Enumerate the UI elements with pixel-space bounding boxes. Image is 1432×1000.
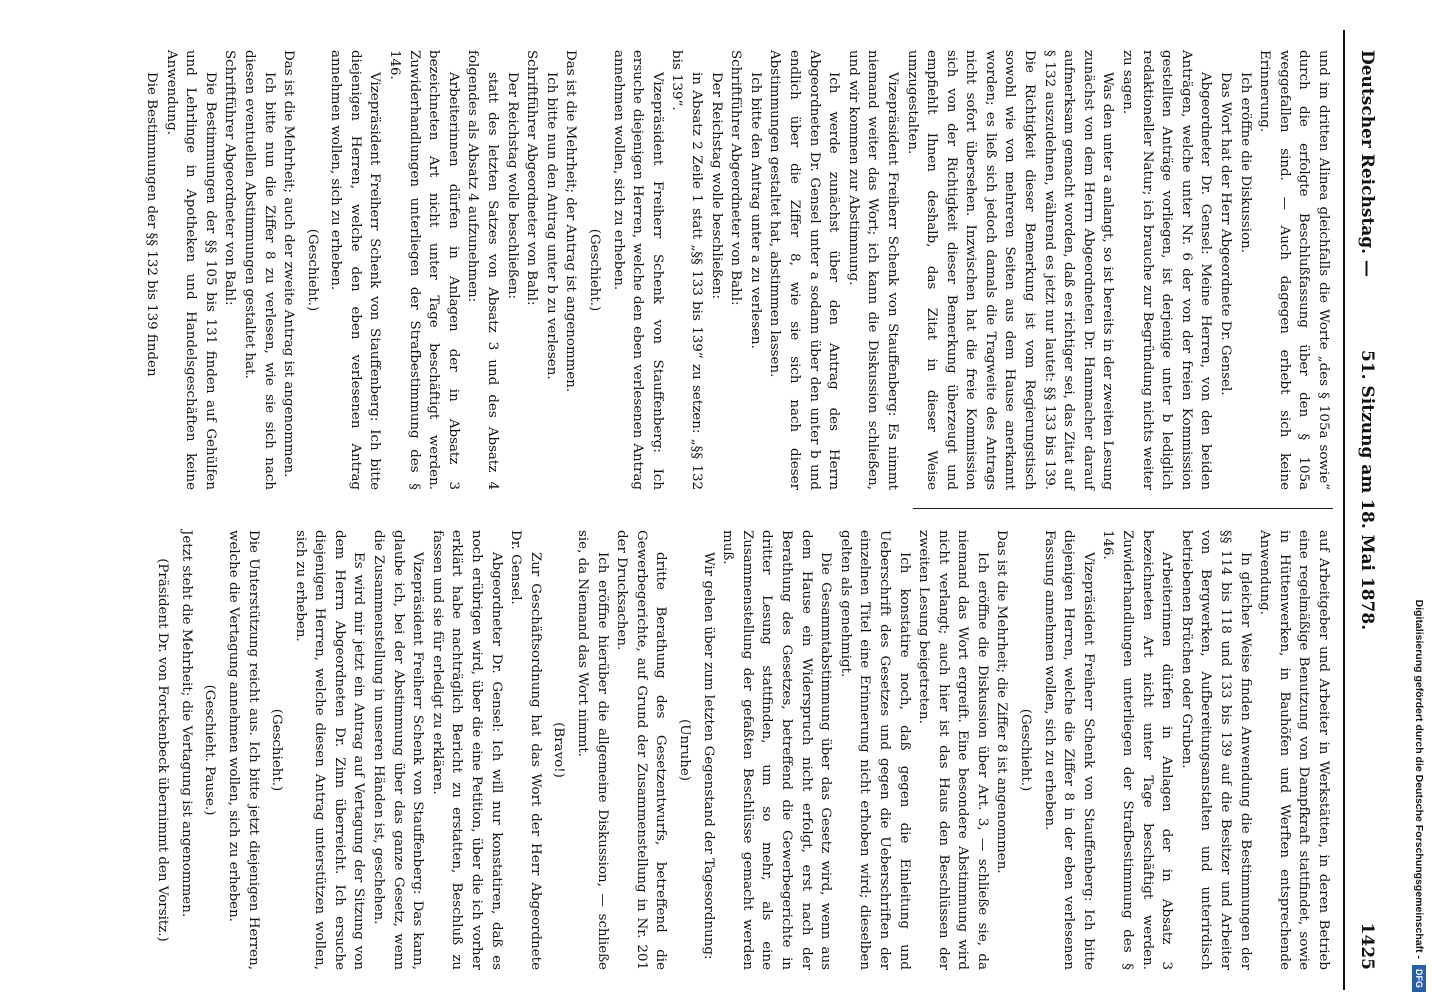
paragraph: Schriftführer Abgeordneter von Bahl: [222,50,238,306]
paragraph: dritte Berathung des Gesetzentwurfs, betreffend die Gewerbegerichte, auf Grund der Zusammenstellung in Nr. 201 der Drucksachen. [614,530,669,970]
stage-direction: (Geschieht. Pause.) [202,684,218,816]
paragraph: Wir gehen über zum letzten Gegenstand der Tagesordnung: [700,552,716,960]
paragraph: Ich eröffne hierüber die allgemeine Diskussion, — schließe sie, da Niemand das Wort nimmt. [575,530,610,970]
paragraph: Ich bitte nun den Antrag unter b zu verlesen. [543,72,559,380]
stage-direction: (Unruhe) [677,719,692,781]
dfg-logo: DFG [1412,965,1426,992]
page-number: 1425 [1357,922,1377,970]
stage-direction: (Geschieht.) [587,228,603,312]
paragraph: Schriftführer Abgeordneter von Bahl: [524,50,540,306]
paragraph: und im dritten Alinea gleichfalls die Worte „des § 105a sowie“ durch die erfolgte Beschlußfassung über den § 105a weggefallen sind. — Auch dagegen erhebt sich keine Erinnerung. [1257,50,1331,490]
paragraph: Die Bestimmungen der §§ 132 bis 139 finden [143,72,159,377]
paragraph: In gleicher Weise finden Anwendung die Bestimmungen der §§ 114 bis 118 und 133 bis 139 auf die Besitzer und Arbeiter von Bergwerken, Aufbereitungsanstalten und unterirdisch betriebenen Brüchen oder Gruben. [1178,530,1253,970]
paragraph: statt des letzten Satzes von Absatz 3 und des Absatz 4 folgendes als Absatz 4 aufzunehmen: [465,50,501,490]
paragraph: Das ist die Mehrheit; der Antrag ist angenommen. [563,50,579,393]
paragraph: Ich werde zunächst über den Antrag des Herrn Abgeordneten Dr. Gensel unter a sodann über den unter b und endlich über die Ziffer 8, wie sie sich nach dieser Abstimmungen gestaltet hat, abstimmen lassen. [767,50,842,490]
paragraph: Das ist die Mehrheit; auch der zweite Antrag ist angenommen. [281,50,297,478]
left-column [141,50,1333,490]
paragraph: Abgeordneter Dr. Gensel: Meine Herren, von den beiden Anträgen, welche unter Nr. 6 der von der freien Kommission gestellten Anträge vorliegen, ist derjenige unter b lediglich redaktioneller Natur; ich brauche zur Begründung nichts weiter zu sagen. [1120,50,1214,490]
column-divider [913,508,1333,509]
sidebar-credit-text: Digitalisierung gefördert durch die Deutsche Forschungsgemeinschaft - [1413,599,1425,959]
paragraph: Es wird mir jetzt ein Antrag auf Vertagung der Sitzung von dem Herrn Abgeordneten Dr. Zinn überreicht. Ich ersuche diejenigen Herren, welche diesen Antrag unterstützen wollen, sich zu erheben. [292,530,367,970]
paragraph: Ich konstatire noch, daß gegen die Einleitung und Ueberschrift des Gesetzes und gegen die Ueberschriften der einzelnen Titel eine Erinnerung nicht erhoben wird; dieselben gelten als genehmigt. [837,530,912,970]
paragraph: Arbeiterinnen dürfen in Anlagen der in Absatz 3 bezeichneten Art nicht unter Tage beschäftigt werden. Zuwiderhandlungen unterliegen der Strafbestimmung des § 146. [387,50,461,490]
paragraph: Vizepräsident Freiherr Schenk von Stauffenberg: Ich bitte diejenigen Herren, welche die Ziffer 8 in der eben verlesenen Fassung annehmen wollen, sich zu erheben. [1041,530,1096,970]
paragraph: Der Reichstag wolle beschließen: [504,72,520,300]
stage-direction: (Geschieht.) [269,708,285,792]
header-publication: Deutscher Reichstag. — [1357,50,1377,278]
paragraph: Die Bestimmungen der §§ 105 bis 131 finden auf Gehülfen und Lehrlinge in Apotheken und Handelsgeschäften keine Anwendung. [163,50,218,490]
paragraph: Jetzt steht die Mehrheit; die Vertagung ist angenommen. [178,530,194,918]
document-page [45,30,1385,990]
paragraph: Ich bitte nun die Ziffer 8 zu verlesen, wie sie sich nach diesen eventuellen Abstimmungen gestaltet hat. [241,50,277,490]
paragraph: Ich eröffne die Diskussion über Art. 3, — schließe sie, da niemand das Wort ergreift. Eine besondere Abstimmung wird nicht verlangt; auch hier ist das Haus den Beschlüssen der zweiten Lesung beigetreten. [916,530,990,970]
paragraph: Die Gesammtabstimmung über das Gesetz wird, wenn aus dem Hause ein Widerspruch nicht erfolgt, erst nach der Berathung des Gesetzes, betreffend die Gewerbegerichte in dritter Lesung stattfinden, um so mehr, als eine Zusammenstellung der gefaßten Beschlüsse gemacht werden muß. [720,530,834,970]
paragraph: Der Reichstag wolle beschließen: [708,72,724,300]
header-session-title: 51. Sitzung am 18. Mai 1878. [1357,350,1377,631]
paragraph: Ich eröffne die Diskussion. [1237,72,1253,254]
digitization-sidebar [1408,8,1430,992]
paragraph: Das ist die Mehrheit; die Ziffer 8 ist angenommen. [994,530,1010,874]
paragraph: Vizepräsident Freiherr Schenk von Stauffenberg: Ich bitte diejenigen Herren, welche den eben verlesenen Antrag annehmen wollen, sich zu erheben. [328,50,383,490]
paragraph: Vizepräsident Freiherr Schenk von Stauffenberg: Das kann, glaube ich, bei der Abstimmung über das ganze Gesetz, wenn die Zusammenstellung in unseren Händen ist, geschehen. [371,530,426,970]
stage-direction: (Bravo!) [551,722,567,778]
paragraph: Abgeordneter Dr. Gensel: Ich will nur konstatiren, daß es noch erübrigen wird, über die eine Petition, über die ich vorher erklärt habe nachträglich Bericht zu erstatten, Beschluß zu fassen und sie für erledigt zu erklären. [429,530,504,970]
stage-direction: (Geschieht.) [1018,708,1034,792]
paragraph: Arbeiterinnen dürfen in Anlagen der in Absatz 3 bezeichneten Art nicht unter Tage beschäftigt werden. Zuwiderhandlungen unterliegen der Strafbestimmung des § 146. [1100,530,1175,970]
paragraph: Ich bitte den Antrag unter a zu verlesen. [747,72,763,349]
paragraph: Das Wort hat der Herr Abgeordnete Dr. Gensel. [1218,72,1234,396]
paragraph: Schriftführer Abgeordneter von Bahl: [728,50,744,306]
paragraph: Was den unter a anlangt, so ist bereits in der zweiten Lesung zunächst von dem Herrn Abgeordneten Dr. Hammacher darauf aufmerksam gemacht worden, daß es richtiger sei, das Zitat auf § 132 auszudehnen, während es jetzt nur lautet: §§ 133 bis 139. Die Richtigkeit dieser Bemerkung ist vom Regierungstisch sowohl wie von mehreren Seiten aus dem Hause anerkannt worden; es ließ sich jedoch damals die Tragweite des Antrags nicht sofort übersehen. Inzwischen hat die freie Kommission sich von der Richtigkeit dieser Bemerkung überzeugt und empfiehlt Ihnen deshalb, das Zitat in dieser Weise umzugestalten. [904,50,1116,490]
paragraph: Die Unterstützung reicht aus. Ich bitte jetzt diejenigen Herren, welche die Vertagung annehmen wollen, sich zu erheben. [225,530,261,970]
paragraph: Vizepräsident Freiherr Schenk von Stauffenberg: Ich ersuche diejenigen Herren, welche den eben verlesenen Antrag annehmen wollen, sich zu erheben. [610,50,665,490]
right-column [149,530,1333,970]
paragraph: Vizepräsident Freiherr Schenk von Stauffenberg: Es nimmt niemand weiter das Wort; ich kann die Diskussion schließen, und wir kommen zur Abstimmung. [845,50,900,490]
paragraph: Zur Geschäftsordnung hat das Wort der Herr Abgeordnete Dr. Gensel. [508,530,543,970]
stage-direction: (Präsident Dr. von Forckenbeck übernimmt den Vorsitz.) [155,558,171,942]
stage-direction: (Geschieht.) [304,228,320,312]
page-header [1343,30,1385,990]
paragraph: auf Arbeitgeber und Arbeiter in Werkstätten, in deren Betrieb eine regelmäßige Benutzung von Dampfkraft stattfindet, sowie in Hüttenwerken, in Bauhöfen und Werften entsprechende Anwendung. [1257,530,1331,970]
paragraph: in Absatz 2 Zeile 1 statt „§§ 133 bis 139“ zu setzen: „§§ 132 bis 139“. [669,50,704,490]
